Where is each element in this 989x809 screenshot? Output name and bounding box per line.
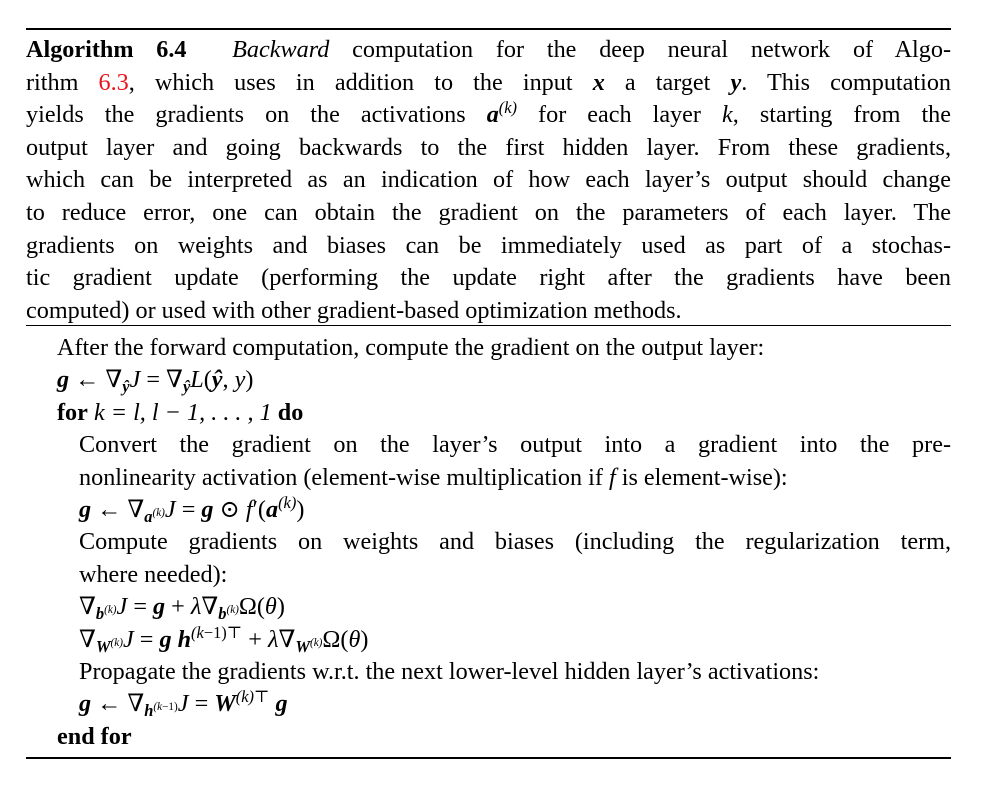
algorithm-ref-link[interactable]: 6.3: [98, 68, 129, 96]
step-propagate: Propagate the gradients w.r.t. the next lower-level hidden layer’s activations:: [79, 658, 820, 686]
step-compute-line-1: Compute gradients on weights and biases (including the regularization term,: [79, 528, 951, 556]
caption-line-5: which can be interpreted as an indication of how each layer’s output should change: [26, 166, 951, 194]
middle-rule: [26, 325, 951, 326]
caption-line-7: gradients on weights and biases can be immediately used as part of a stochas-: [26, 231, 951, 259]
algorithm-body: [26, 332, 951, 753]
bottom-rule: [26, 757, 951, 759]
step-forward-note: After the forward computation, compute the gradient on the output layer:: [57, 334, 765, 361]
caption-line-2: rithm 6.3, which uses in addition to the input x a target y. This computation: [26, 68, 952, 96]
equation-bias-gradient: $\nabla_{b^{(k)}}J = g + \lambda\nabla_{b^{(k)}}\Omega(\theta)$: [79, 593, 285, 624]
top-rule: [26, 28, 951, 30]
caption-line-1: Algorithm 6.4 Backward computation for the deep neural network of Algo-: [26, 36, 951, 63]
end-for: end for: [57, 722, 132, 750]
caption-line-6: to reduce error, one can obtain the gradient on the parameters of each layer. The: [26, 198, 951, 226]
equation-weight-gradient: $\nabla_{W^{(k)}}J = g$ $h^{(k-1)⊤} + \lambda\nabla_{W^{(k)}}\Omega(\theta)$: [79, 622, 369, 656]
for-loop-header: for k = l, l − 1, . . . , 1 do: [57, 398, 304, 426]
step-convert-line-1: Convert the gradient on the layer’s output into a gradient into the pre-: [79, 431, 951, 459]
equation-output-gradient: g ← $\nabla_ŷJ$ = $\nabla_ŷL(ŷ$, y): [57, 366, 254, 397]
caption-line-8: tic gradient update (performing the update right after the gradients have been: [26, 264, 951, 292]
algorithm-label: Algorithm 6.4: [26, 36, 187, 63]
step-compute-line-2: where needed):: [79, 560, 228, 588]
caption-line-9: computed) or used with other gradient-based optimization methods.: [26, 296, 682, 324]
equation-propagate-gradient: g ← $\nabla_{h^{(k-1)}}J = W^{(k)⊤}$ g: [79, 687, 288, 721]
caption-line-4: output layer and going backwards to the first hidden layer. From these gradients,: [26, 133, 951, 161]
algorithm-caption: [26, 34, 951, 327]
equation-preactivation-gradient: g ← $\nabla_{a^{(k)}}J = g$ ⊙ $f'(a^{(k)})$: [79, 492, 305, 526]
caption-line-3: yields the gradients on the activations $a^{(k)}$ for each layer k, starting from the: [26, 98, 952, 129]
step-convert-line-2: nonlinearity activation (element-wise multiplication if f is element-wise):: [79, 463, 788, 491]
